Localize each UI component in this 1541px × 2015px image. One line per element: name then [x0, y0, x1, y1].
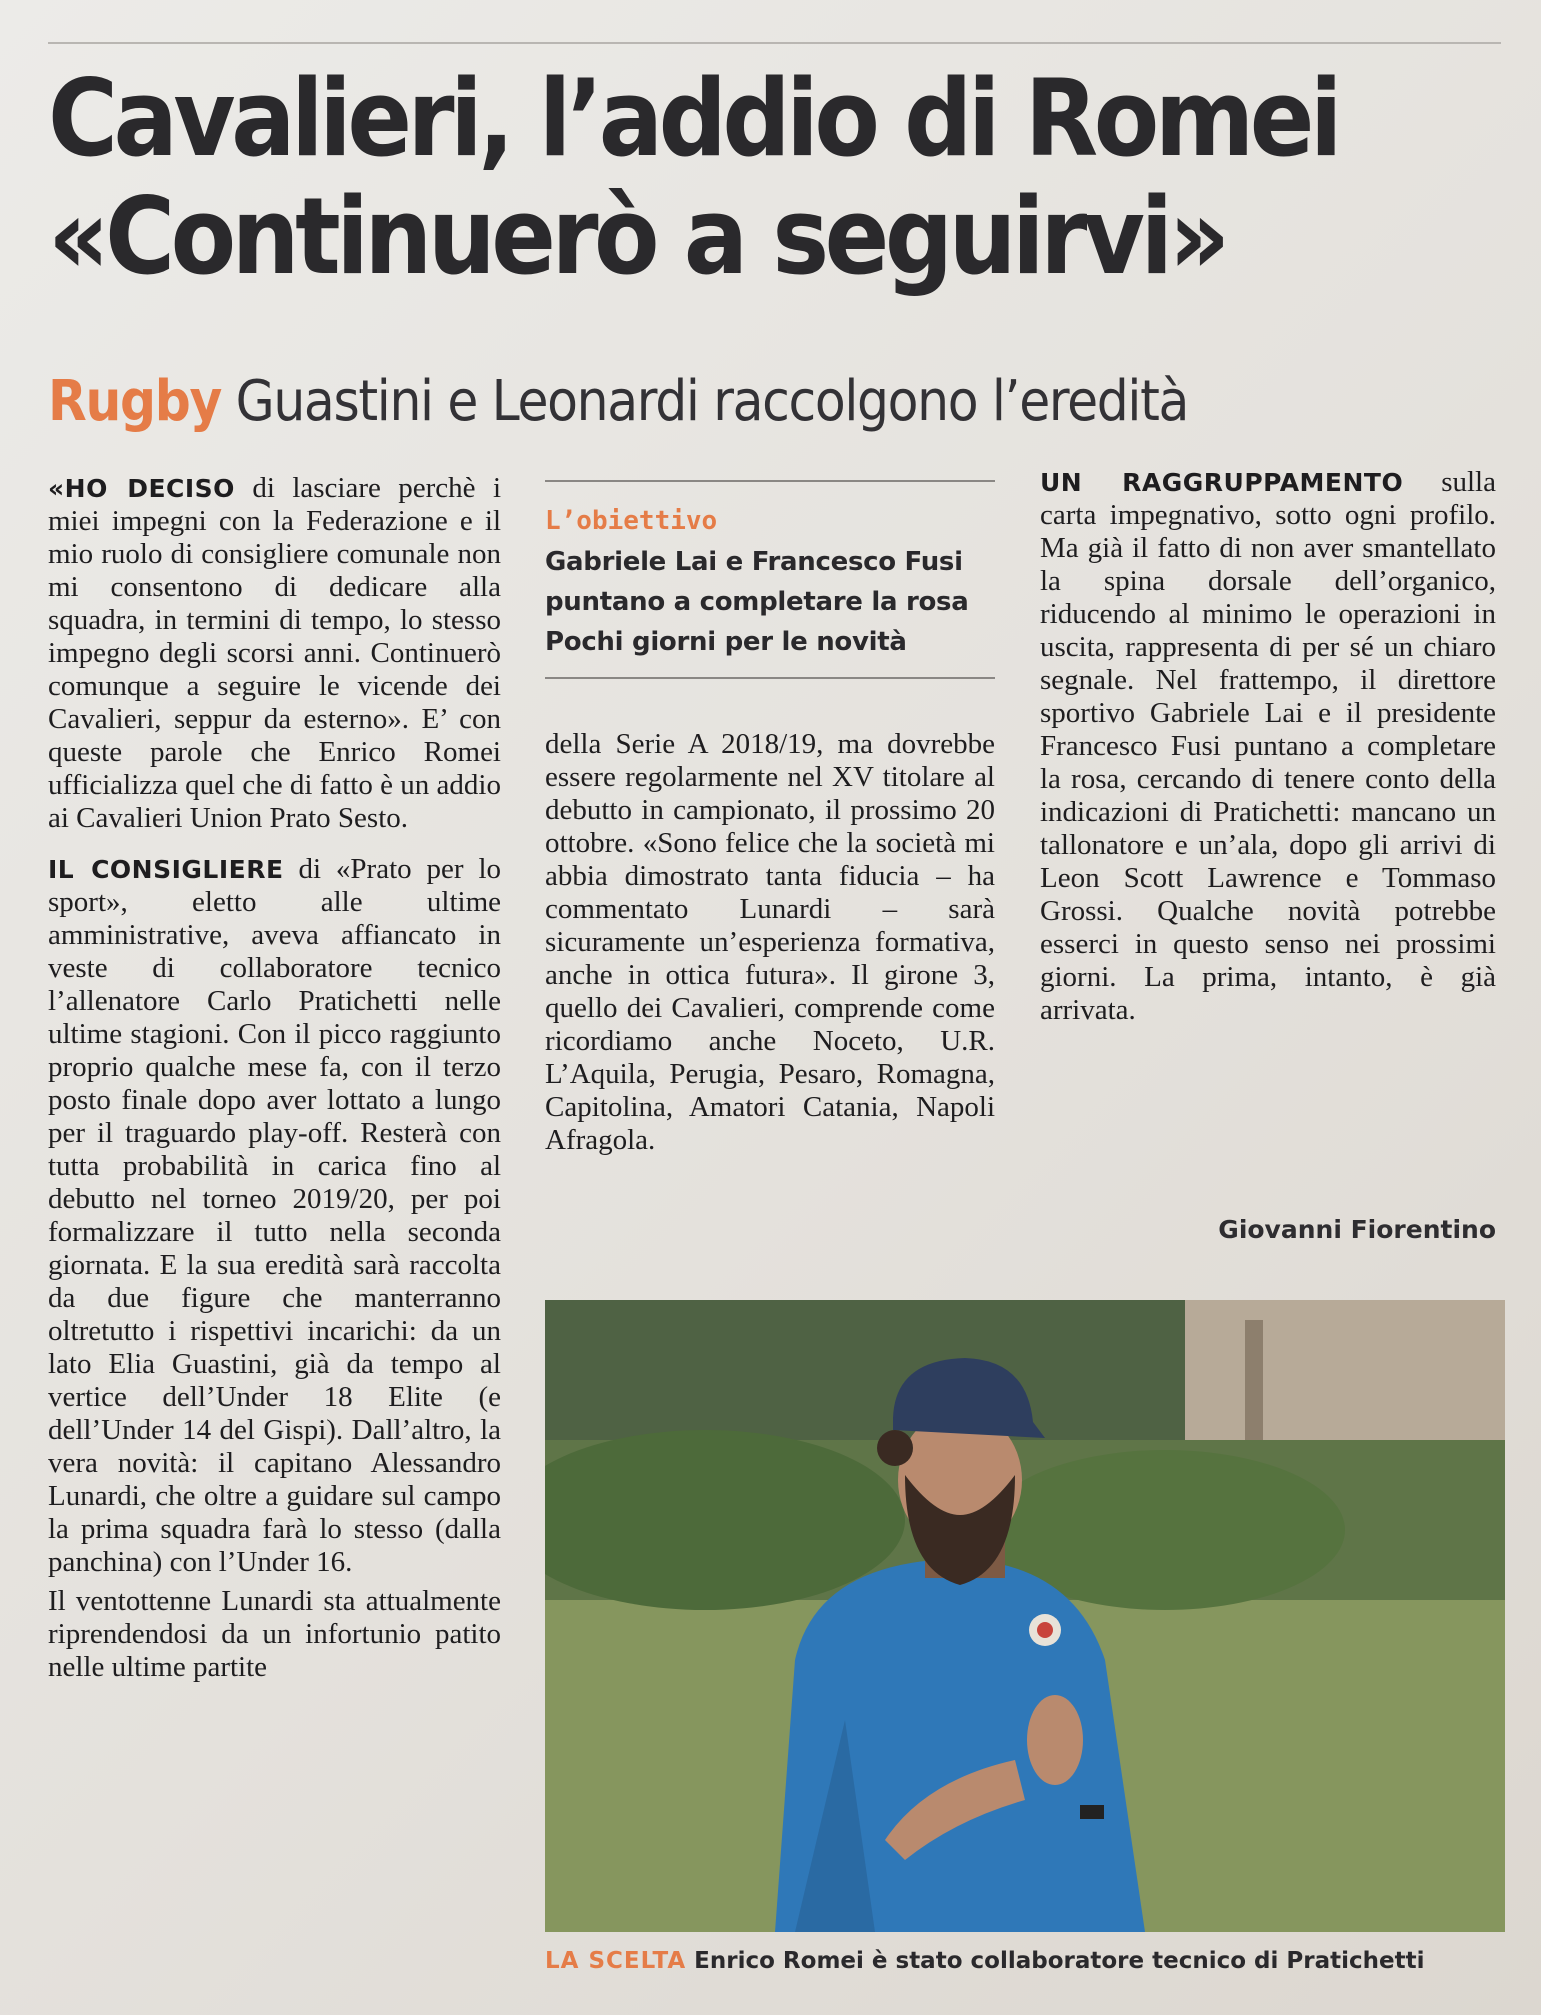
top-rule	[48, 42, 1501, 44]
highlight-box	[545, 480, 995, 679]
paragraph	[48, 853, 501, 1579]
paragraph-lead: IL CONSIGLIERE	[48, 855, 284, 884]
box-line: Gabriele Lai e Francesco Fusi	[545, 547, 963, 577]
paragraph	[48, 472, 501, 835]
article-column-3	[1040, 466, 1496, 1027]
photo-caption	[545, 1948, 1505, 1974]
paragraph-text: di lasciare perchè i miei impegni con la Federazione e il mio ruolo di consigliere comunale non mi consentono di dedicare alla squadra, in termini di tempo, lo stesso impegno degli scorsi anni. Continuerò comunque a seguire le vicende dei Cavalieri, seppur da esterno». E’ con queste parole che Enrico Romei ufficializza quel che di fatto è un addio ai Cavalieri Union Prato Sesto.	[48, 472, 502, 834]
paragraph	[1040, 466, 1496, 1027]
box-line: Pochi giorni per le novità	[545, 627, 907, 657]
paragraph	[48, 1585, 501, 1684]
article-column-1	[48, 472, 501, 1684]
photo-coach	[545, 1300, 1505, 1932]
paragraph-text: della Serie A 2018/19, ma dovrebbe essere regolarmente nel XV titolare al debutto in campionato, il prossimo 20 ottobre. «Sono felice che la società mi abbia dimostrato tanta fiducia – ha commentato Lunardi – sarà sicuramente un’esperienza formativa, anche in ottica futura». Il girone 3, quello dei Cavalieri, comprende come ricordiamo anche Noceto, U.R. L’Aquila, Perugia, Pesaro, Romagna, Capitolina, Amatori Catania, Napoli Afragola.	[545, 728, 995, 1156]
photo-illustration	[545, 1300, 1505, 1932]
subheadline	[48, 370, 1188, 434]
subheadline-text: Guastini e Leonardi raccolgono l’eredità	[235, 369, 1189, 434]
box-line: puntano a completare la rosa	[545, 587, 969, 617]
section-kicker: Rugby	[48, 369, 221, 434]
box-kicker: L’obiettivo	[545, 506, 718, 536]
headline-line-2: «Continuerò a seguirvi»	[48, 175, 1226, 298]
article-column-2	[545, 728, 995, 1157]
paragraph-text: sulla carta impegnativo, sotto ogni profilo. Ma già il fatto di non aver smantellato la spina dorsale dell’organico, riducendo al minimo le operazioni in uscita, rappresenta di per sé un chiaro segnale. Nel frattempo, il direttore sportivo Gabriele Lai e il presidente Francesco Fusi puntano a completare la rosa, cercando di tenere conto della indicazioni di Pratichetti: mancano un tallonatore e un’ala, dopo gli arrivi di Leon Scott Lawrence e Tommaso Grossi. Qualche novità potrebbe esserci in questo senso nei prossimi giorni. La prima, intanto, è già arrivata.	[1040, 466, 1496, 1026]
byline: Giovanni Fiorentino	[1218, 1215, 1496, 1244]
headline-line-1: Cavalieri, l’addio di Romei	[48, 57, 1339, 180]
paragraph-text: di «Prato per lo sport», eletto alle ultime amministrative, aveva affiancato in veste di collaboratore tecnico l’allenatore Carlo Pratichetti nelle ultime stagioni. Con il picco raggiunto proprio qualche mese fa, con il terzo posto finale dopo aver lottato a lungo per il traguardo play-off. Resterà con tutta probabilità in carica fino al debutto nel torneo 2019/20, per poi formalizzare il tutto nella seconda giornata. E la sua eredità sarà raccolta da due figure che manterranno oltretutto i rispettivi incarichi: da un lato Elia Guastini, già da tempo al vertice dell’Under 18 Elite (e dell’Under 14 del Gispi). Dall’altro, la vera novità: il capitano Alessandro Lunardi, che oltre a guidare sul campo la prima squadra farà lo stesso (dalla panchina) con l’Under 16.	[48, 853, 501, 1578]
paragraph-lead: UN RAGGRUPPAMENTO	[1040, 468, 1404, 497]
caption-kicker: LA SCELTA	[545, 1948, 687, 1974]
paragraph-lead: «HO DECISO	[48, 474, 235, 503]
caption-text: Enrico Romei è stato collaboratore tecnico di Pratichetti	[694, 1948, 1425, 1974]
headline	[48, 57, 1362, 298]
box-text	[545, 542, 995, 662]
paragraph-text: Il ventottenne Lunardi sta attualmente riprendendosi da un infortunio patito nelle ultime partite	[48, 1585, 501, 1683]
